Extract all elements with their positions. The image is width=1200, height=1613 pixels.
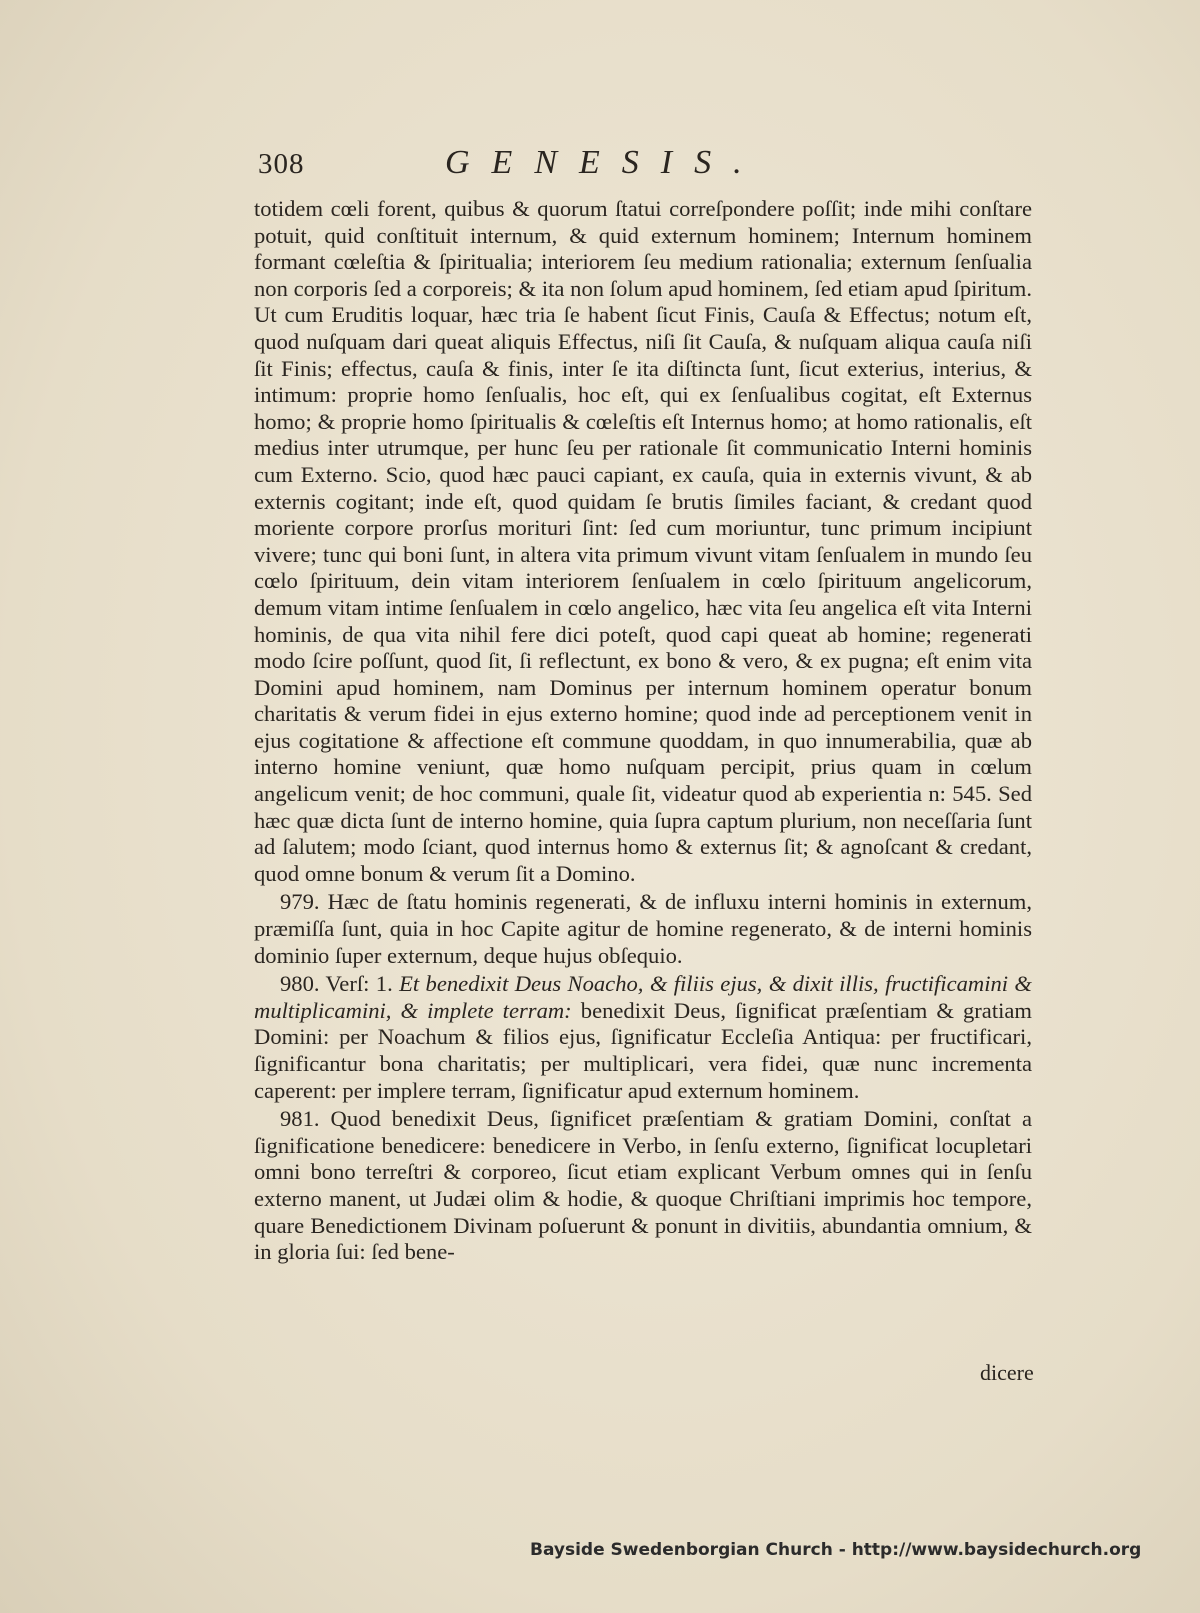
continued-paragraph: totidem cœli forent, quibus & quorum ſtatui correſpondere poſſit; inde mihi conſtare potuit, quid conſtituit internum, & quid externum hominem; Internum hominem formant cœleſtia & ſpiritualia; interiorem ſeu medium rationalia; externum ſenſualia non corporis ſed a corporeis; & ita non ſolum apud hominem, ſed etiam apud ſpiritum. Ut cum Eruditis loquar, hæc tria ſe habent ſicut Finis, Cauſa & Effectus; notum eſt, quod nuſquam dari queat aliquis Effectus, niſi ſit Cauſa, & nuſquam aliqua cauſa niſi ſit Finis; effectus, cauſa & finis, inter ſe ita diſtincta ſunt, ſicut exterius, interius, & intimum: proprie homo ſenſualis, hoc eſt, qui ex ſenſualibus cogitat, eſt Externus homo; & proprie homo ſpiritualis & cœleſtis eſt Internus homo; at homo rationalis, eſt medius inter utrumque, per hunc ſeu per rationale ſit communicatio Interni hominis cum Externo. Scio, quod hæc pauci capiant, ex cauſa, quia in externis vivunt, & ab externis cogitant; inde eſt, quod quidam ſe brutis ſimiles faciant, & credant quod moriente corpore prorſus morituri ſint: ſed cum moriuntur, tunc primum incipiunt vivere; tunc qui boni ſunt, in altera vita primum vivunt vitam ſenſualem in mundo ſeu cœlo ſpirituum, dein vitam interiorem ſenſualem in cœlo ſpirituum angelicorum, demum vitam intime ſenſualem in cœlo angelico, hæc vita ſeu angelica eſt vita Interni hominis, de qua vita nihil fere dici poteſt, quod capi queat ab homine; regenerati modo ſcire poſſunt, quod ſit, ſi reflectunt, ex bono & vero, & ex pugna; eſt enim vita Domini apud hominem, nam Dominus per internum hominem operatur bonum charitatis & verum fidei in ejus externo homine; quod inde ad perceptionem venit in ejus cogitatione & affectione eſt commune quoddam, in quo innumerabilia, quæ ab interno homine veniunt, quæ homo nuſquam percipit, prius quam in cœlum angelicum venit; de hoc communi, quale ſit, videatur quod ab experientia n: 545. Sed hæc quæ dicta ſunt de interno homine, quia ſupra captum plurium, non neceſſaria ſunt ad ſalutem; modo ſciant, quod internus homo & externus ſit; & agnoſcant & credant, quod omne bonum & verum ſit a Domino. [254,196,1032,886]
paragraph-979: 979. Hæc de ſtatu hominis regenerati, & de influxu interni hominis in externum, præmiſſa ſunt, quia in hoc Capite agitur de homine regenerato, & de interni hominis dominio ſuper externum, deque hujus obſequio. [254,889,1032,968]
watermark-credit: Bayside Swedenborgian Church - http://www.baysidechurch.org [530,1540,1142,1560]
paragraph-980 [254,971,1032,1104]
paragraph-981: 981. Quod benedixit Deus, ſignificet præſentiam & gratiam Domini, conſtat a ſignificatione benedicere: benedicere in Verbo, in ſenſu externo, ſignificat locupletari omni bono terreſtri & corporeo, ſicut etiam explicant Verbum omnes qui in ſenſu externo manent, ut Judæi olim & hodie, & quoque Chriſtiani imprimis hoc tempore, quare Benedictionem Divinam poſuerunt & ponunt in divitiis, abundantia omnium, & in gloria ſui: ſed bene- [254,1106,1032,1265]
running-title: GENESIS. [445,144,764,181]
paragraph-980-verse: Et benedixit Deus Noacho, & filiis ejus, & dixit illis, fructificamini & multiplicamini, & implete terram: [254,971,1033,1023]
page-header [250,138,1050,188]
paragraph-980-rest: benedixit Deus, ſignificat præſentiam & gratiam Domini: per Noachum & filios ejus, ſignificatur Eccleſia Antiqua: per fructificari, ſignificantur bona charitatis; per multiplicari, vera fidei, quæ nunc incrementa caperent: per implere terram, ſignificatur apud externum hominem. [254,997,1032,1103]
body-text [254,196,1032,1266]
paragraph-980-lead: 980. Verſ: 1. [280,971,393,997]
catchword: dicere [980,1360,1034,1385]
page-number: 308 [258,148,305,180]
